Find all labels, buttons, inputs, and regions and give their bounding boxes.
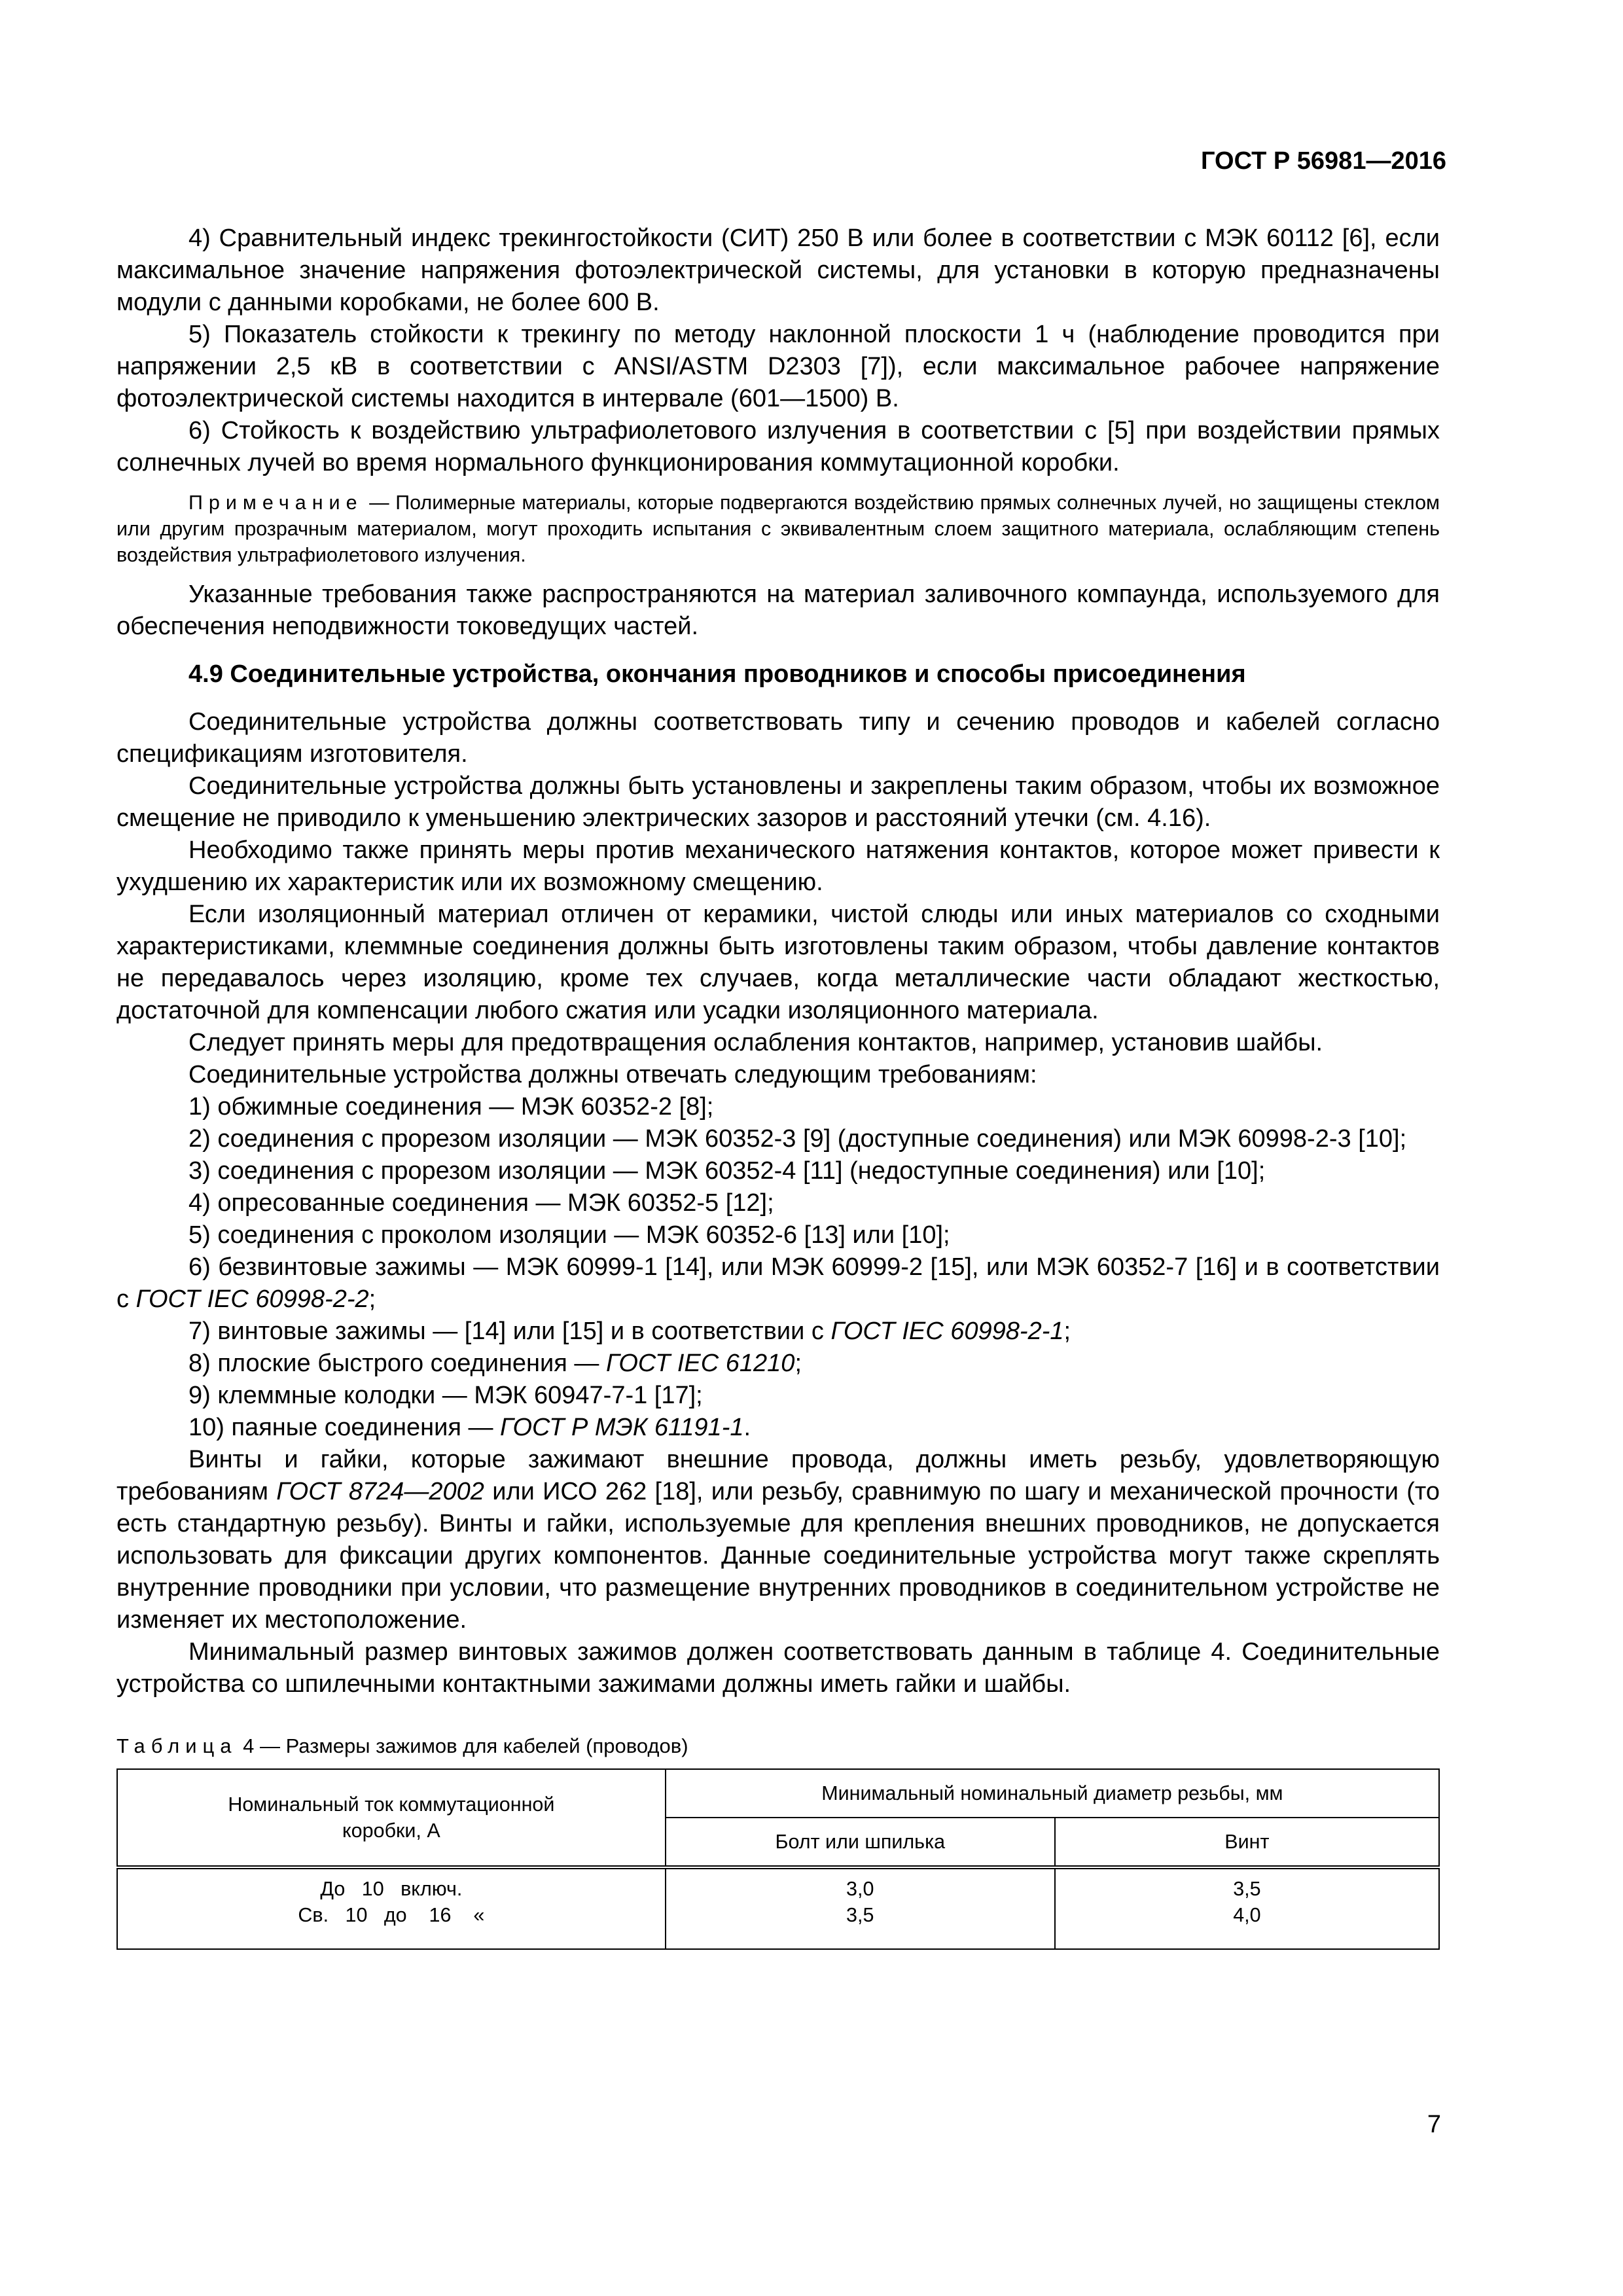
list-item: 9) клеммные колодки — МЭК 60947-7-1 [17]; [188, 1382, 703, 1409]
paragraph: Если изоляционный материал отличен от керамики, чистой слюды или иных материалов со сходными характеристиками, клеммные соединения должны быть изготовлены таким образом, чтобы давление контактов не передавалось через изоляцию, кроме тех случаев, когда металлические части обладают жесткостью, достаточной для компенсации любого сжатия или усадки изоляционного материала. [116, 901, 1440, 1024]
punctuation: ; [1063, 1318, 1071, 1345]
table-header-screw: Винт [1055, 1818, 1439, 1867]
section-title: 4.9 Соединительные устройства, окончания проводников и способы присоединения [188, 660, 1246, 688]
screw-value-1: 3,5 [1233, 1878, 1261, 1900]
list-item-text: 10) паяные соединения — [188, 1414, 501, 1441]
table-header-current: Номинальный ток коммутационной коробки, А [117, 1769, 666, 1867]
list-item [116, 1348, 1440, 1380]
bolt-value-1: 3,0 [846, 1878, 874, 1900]
table-cell-screw [1055, 1867, 1439, 1949]
paragraph: Указанные требования также распространяются на материал заливочного компаунда, используемого для обеспечения неподвижности токоведущих частей. [116, 581, 1440, 640]
page-number: 7 [1427, 2111, 1441, 2138]
note [116, 490, 1440, 568]
current-row-2: Св. 10 до 16 « [298, 1904, 485, 1926]
list-item [116, 1412, 1440, 1444]
list-item-text: 7) винтовые зажимы — [14] или [15] и в соответствии с [188, 1318, 831, 1345]
standard-reference: ГОСТ IEC 61210 [605, 1350, 795, 1377]
paragraph: Соединительные устройства должны соответствовать типу и сечению проводов и кабелей согласно спецификациям изготовителя. [116, 708, 1440, 768]
standard-reference: ГОСТ Р МЭК 61191-1 [500, 1414, 744, 1441]
list-item [116, 1316, 1440, 1348]
table-header-bolt: Болт или шпилька [666, 1818, 1055, 1867]
list-item: 1) обжимные соединения — МЭК 60352-2 [8]; [188, 1093, 714, 1121]
table-caption [116, 1733, 1440, 1759]
table-header-thread-diameter: Минимальный номинальный диаметр резьбы, мм [666, 1769, 1439, 1818]
paragraph-text: или ИСО 262 [18], или резьбу, сравнимую по шагу и механической прочности (то есть стандартную резьбу). Винты и гайки, используемые для крепления внешних проводников, не допускается использовать для фиксации других компонентов. Данные соединительные устройства могут также скреплять внутренние проводники при условии, что размещение внутренних проводников в соединительном устройстве не изменяет их местоположение. [116, 1478, 1440, 1634]
paragraph: 6) Стойкость к воздействию ультрафиолетового излучения в соответствии с [5] при воздействии прямых солнечных лучей во время нормального функционирования коммутационной коробки. [116, 417, 1440, 476]
document-code: ГОСТ Р 56981—2016 [1201, 147, 1446, 175]
table-caption-text: 4 — Размеры зажимов для кабелей (проводов) [237, 1734, 688, 1757]
list-item: 3) соединения с прорезом изоляции — МЭК 60352-4 [11] (недоступные соединения) или [10]; [188, 1157, 1266, 1185]
paragraph: Необходимо также принять меры против механического натяжения контактов, которое может привести к ухудшению их характеристик или их возможному смещению. [116, 836, 1440, 896]
paragraph [116, 1444, 1440, 1636]
screw-value-2: 4,0 [1233, 1904, 1261, 1926]
paragraph: 5) Показатель стойкости к трекингу по методу наклонной плоскости 1 ч (наблюдение проводится при напряжении 2,5 кВ в соответствии с ANSI/ASTM D2303 [7]), если максимальное рабочее напряжение фотоэлектрической системы находится в интервале (601—1500) В. [116, 321, 1440, 412]
punctuation: ; [368, 1285, 376, 1313]
list-item-text: 6) безвинтовые зажимы — МЭК 60999-1 [14], или МЭК 60999-2 [15], или МЭК 60352-7 [16] и в соответствии с [116, 1253, 1440, 1313]
table-cell-current [117, 1867, 666, 1949]
bolt-value-2: 3,5 [846, 1904, 874, 1926]
paragraph: Минимальный размер винтовых зажимов должен соответствовать данным в таблице 4. Соединительные устройства со шпилечными контактными зажимами должны иметь гайки и шайбы. [116, 1638, 1440, 1698]
terminal-size-table [116, 1768, 1440, 1950]
list-item: 5) соединения с проколом изоляции — МЭК 60352-6 [13] или [10]; [188, 1221, 950, 1249]
standard-reference: ГОСТ IEC 60998-2-2 [135, 1285, 369, 1313]
table-caption-label: Таблица [116, 1734, 238, 1757]
list-item: 2) соединения с прорезом изоляции — МЭК 60352-3 [9] (доступные соединения) или МЭК 60998-2-3 [10]; [188, 1125, 1407, 1153]
paragraph: Соединительные устройства должны отвечать следующим требованиям: [188, 1061, 1037, 1088]
list-item: 4) опресованные соединения — МЭК 60352-5 [12]; [188, 1189, 774, 1217]
standard-reference: ГОСТ 8724—2002 [276, 1478, 484, 1505]
list-item [116, 1251, 1440, 1316]
note-text: — Полимерные материалы, которые подвергаются воздействию прямых солнечных лучей, но защищены стеклом или другим прозрачным материалом, могут проходить испытания с эквивалентным слоем защитного материала, ослабляющим степень воздействия ультрафиолетового излучения. [116, 492, 1440, 566]
list-item-text: 8) плоские быстрого соединения — [188, 1350, 606, 1377]
paragraph: Соединительные устройства должны быть установлены и закреплены таким образом, чтобы их возможное смещение не приводило к уменьшению электрических зазоров и расстояний утечки (см. 4.16). [116, 772, 1440, 832]
paragraph: Следует принять меры для предотвращения ослабления контактов, например, установив шайбы. [188, 1029, 1323, 1056]
table-cell-bolt [666, 1867, 1055, 1949]
standard-reference: ГОСТ IEC 60998-2-1 [830, 1318, 1064, 1345]
table-row [117, 1867, 1439, 1949]
punctuation: . [743, 1414, 751, 1441]
current-row-1: До 10 включ. [320, 1878, 463, 1900]
punctuation: ; [794, 1350, 802, 1377]
page-content [116, 223, 1440, 1950]
paragraph-text: Винты и гайки, которые зажимают внешние провода, должны иметь резьбу, удовлетворяющую требованиям [116, 1446, 1440, 1505]
note-label: Примечание [188, 492, 363, 514]
paragraph: 4) Сравнительный индекс трекингостойкости (СИТ) 250 В или более в соответствии с МЭК 60112 [6], если максимальное значение напряжения фотоэлектрической системы, для установки в которую предназначены модули с данными коробками, не более 600 В. [116, 224, 1440, 316]
